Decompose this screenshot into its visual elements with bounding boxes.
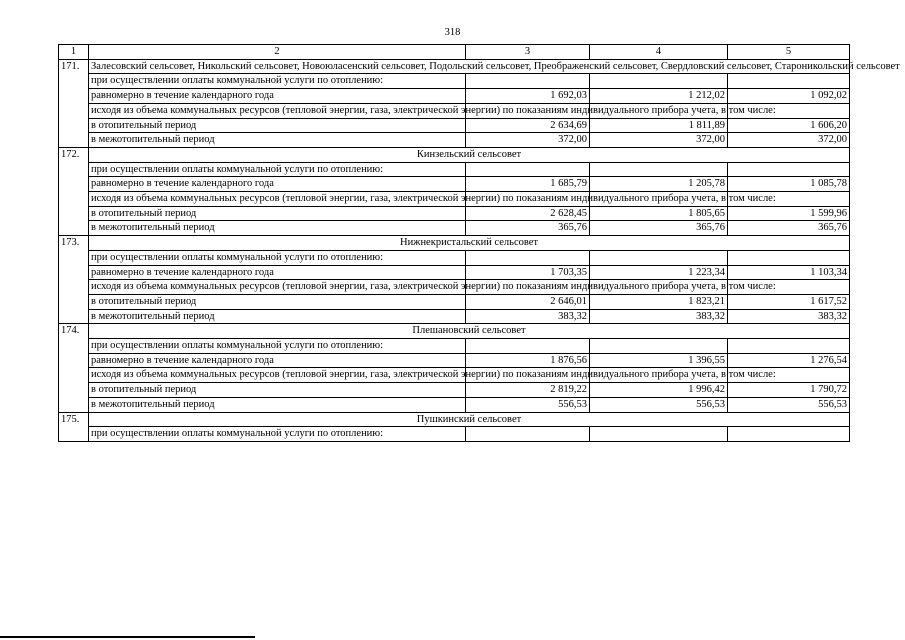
section-number: 175. bbox=[59, 412, 89, 441]
table-row bbox=[59, 397, 850, 412]
row-label: исходя из объема коммунальных ресурсов (тепловой энергии, газа, электрической энергии) по показаниям индивидуального прибора учета, в том числе: bbox=[89, 368, 466, 383]
row-label: равномерно в течение календарного года bbox=[89, 265, 466, 280]
row-label: при осуществлении оплаты коммунальной услуги по отоплению: bbox=[89, 427, 466, 442]
row-label: равномерно в течение календарного года bbox=[89, 353, 466, 368]
row-label: исходя из объема коммунальных ресурсов (тепловой энергии, газа, электрической энергии) по показаниям индивидуального прибора учета, в том числе: bbox=[89, 192, 466, 207]
section-number: 172. bbox=[59, 147, 89, 235]
row-label: в межотопительный период bbox=[89, 309, 466, 324]
section-header-row bbox=[59, 236, 850, 251]
value-col-5 bbox=[728, 427, 850, 442]
value-col-5: 383,32 bbox=[728, 309, 850, 324]
column-header-5: 5 bbox=[728, 45, 850, 60]
table-row bbox=[59, 133, 850, 148]
row-label: в межотопительный период bbox=[89, 221, 466, 236]
row-label: равномерно в течение календарного года bbox=[89, 177, 466, 192]
value-col-4: 365,76 bbox=[590, 221, 728, 236]
column-header-3: 3 bbox=[466, 45, 590, 60]
row-label: в отопительный период bbox=[89, 383, 466, 398]
value-col-3 bbox=[466, 250, 590, 265]
region-name: Залесовский сельсовет, Никольский сельсовет, Новоюласенский сельсовет, Подольский сельсовет, Преображенский сельсовет, Свердловский сельсовет, Староникольский сельсовет bbox=[89, 59, 850, 74]
value-col-5: 1 606,20 bbox=[728, 118, 850, 133]
section-header-row bbox=[59, 412, 850, 427]
value-col-4 bbox=[590, 427, 728, 442]
value-col-3: 365,76 bbox=[466, 221, 590, 236]
value-col-3 bbox=[466, 427, 590, 442]
value-col-3 bbox=[466, 339, 590, 354]
table-row bbox=[59, 103, 850, 118]
table-row bbox=[59, 353, 850, 368]
value-col-5 bbox=[728, 74, 850, 89]
value-col-5 bbox=[728, 250, 850, 265]
region-name: Плешановский сельсовет bbox=[89, 324, 850, 339]
value-col-3: 1 685,79 bbox=[466, 177, 590, 192]
region-name: Нижнекристальский сельсовет bbox=[89, 236, 850, 251]
value-col-3: 1 692,03 bbox=[466, 89, 590, 104]
value-col-4: 1 212,02 bbox=[590, 89, 728, 104]
column-header-row bbox=[59, 45, 850, 60]
value-col-5: 372,00 bbox=[728, 133, 850, 148]
table-row bbox=[59, 339, 850, 354]
value-col-3: 2 628,45 bbox=[466, 206, 590, 221]
column-header-4: 4 bbox=[590, 45, 728, 60]
table-row bbox=[59, 427, 850, 442]
value-col-5: 1 617,52 bbox=[728, 294, 850, 309]
table-row bbox=[59, 294, 850, 309]
tariff-table bbox=[58, 44, 900, 442]
value-col-4: 1 996,42 bbox=[590, 383, 728, 398]
table-row bbox=[59, 74, 850, 89]
value-col-3: 1 876,56 bbox=[466, 353, 590, 368]
value-col-3: 372,00 bbox=[466, 133, 590, 148]
row-label: исходя из объема коммунальных ресурсов (тепловой энергии, газа, электрической энергии) по показаниям индивидуального прибора учета, в том числе: bbox=[89, 103, 466, 118]
table-row bbox=[59, 192, 850, 207]
value-col-4: 383,32 bbox=[590, 309, 728, 324]
row-label: при осуществлении оплаты коммунальной услуги по отоплению: bbox=[89, 74, 466, 89]
region-name: Пушкинский сельсовет bbox=[89, 412, 850, 427]
value-col-5: 1 103,34 bbox=[728, 265, 850, 280]
footer-rule bbox=[0, 636, 255, 638]
value-col-4 bbox=[590, 339, 728, 354]
row-label: при осуществлении оплаты коммунальной услуги по отоплению: bbox=[89, 162, 466, 177]
value-col-3 bbox=[466, 162, 590, 177]
value-col-5: 1 092,02 bbox=[728, 89, 850, 104]
value-col-5 bbox=[728, 339, 850, 354]
value-col-3: 1 703,35 bbox=[466, 265, 590, 280]
value-col-3: 2 646,01 bbox=[466, 294, 590, 309]
section-number: 171. bbox=[59, 59, 89, 147]
table-row bbox=[59, 280, 850, 295]
value-col-3: 2 819,22 bbox=[466, 383, 590, 398]
table-row bbox=[59, 250, 850, 265]
row-label: равномерно в течение календарного года bbox=[89, 89, 466, 104]
value-col-3: 556,53 bbox=[466, 397, 590, 412]
value-col-5: 1 085,78 bbox=[728, 177, 850, 192]
value-col-3: 2 634,69 bbox=[466, 118, 590, 133]
value-col-4: 1 223,34 bbox=[590, 265, 728, 280]
value-col-4: 372,00 bbox=[590, 133, 728, 148]
value-col-3: 383,32 bbox=[466, 309, 590, 324]
row-label: в межотопительный период bbox=[89, 133, 466, 148]
row-label: в межотопительный период bbox=[89, 397, 466, 412]
value-col-4: 1 396,55 bbox=[590, 353, 728, 368]
table-row bbox=[59, 118, 850, 133]
row-label: при осуществлении оплаты коммунальной услуги по отоплению: bbox=[89, 339, 466, 354]
value-col-4: 1 805,65 bbox=[590, 206, 728, 221]
column-header-2: 2 bbox=[89, 45, 466, 60]
value-col-4: 1 205,78 bbox=[590, 177, 728, 192]
section-header-row bbox=[59, 59, 850, 74]
page-number: 318 bbox=[444, 27, 461, 38]
section-header-row bbox=[59, 147, 850, 162]
value-col-3 bbox=[466, 74, 590, 89]
value-col-4 bbox=[590, 162, 728, 177]
value-col-5: 556,53 bbox=[728, 397, 850, 412]
row-label: исходя из объема коммунальных ресурсов (тепловой энергии, газа, электрической энергии) по показаниям индивидуального прибора учета, в том числе: bbox=[89, 280, 466, 295]
table-row bbox=[59, 89, 850, 104]
value-col-5: 1 599,96 bbox=[728, 206, 850, 221]
value-col-4: 1 823,21 bbox=[590, 294, 728, 309]
region-name: Кинзельский сельсовет bbox=[89, 147, 850, 162]
table-row bbox=[59, 383, 850, 398]
table-row bbox=[59, 221, 850, 236]
row-label: при осуществлении оплаты коммунальной услуги по отоплению: bbox=[89, 250, 466, 265]
row-label: в отопительный период bbox=[89, 206, 466, 221]
value-col-5: 365,76 bbox=[728, 221, 850, 236]
table-row bbox=[59, 368, 850, 383]
section-number: 174. bbox=[59, 324, 89, 412]
value-col-4 bbox=[590, 74, 728, 89]
row-label: в отопительный период bbox=[89, 294, 466, 309]
table-row bbox=[59, 162, 850, 177]
section-number: 173. bbox=[59, 236, 89, 324]
value-col-4: 556,53 bbox=[590, 397, 728, 412]
value-col-5: 1 276,54 bbox=[728, 353, 850, 368]
table-row bbox=[59, 206, 850, 221]
value-col-4: 1 811,89 bbox=[590, 118, 728, 133]
table-row bbox=[59, 265, 850, 280]
value-col-4 bbox=[590, 250, 728, 265]
section-header-row bbox=[59, 324, 850, 339]
table-row bbox=[59, 309, 850, 324]
value-col-5 bbox=[728, 162, 850, 177]
column-header-1: 1 bbox=[59, 45, 89, 60]
value-col-5: 1 790,72 bbox=[728, 383, 850, 398]
table-row bbox=[59, 177, 850, 192]
row-label: в отопительный период bbox=[89, 118, 466, 133]
